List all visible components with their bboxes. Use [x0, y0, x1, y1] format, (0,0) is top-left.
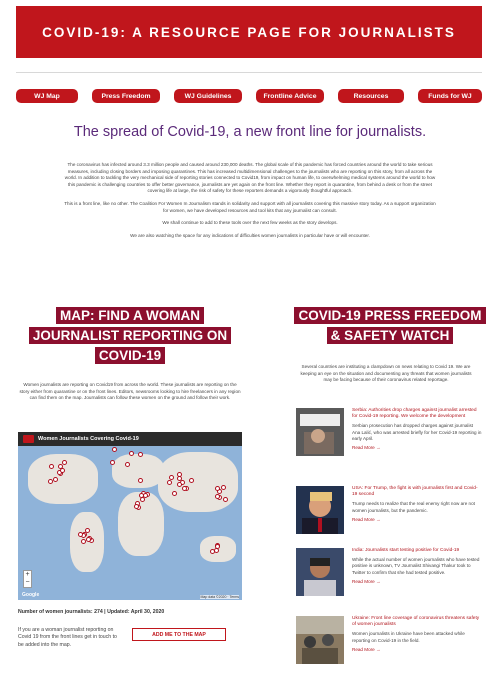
intro-paragraph: This is a front line, like no other. The Coalition For Women In Journalism stands in solidarity and support with all journalists covering this massive story today. As a support organization for women, we have developed resources and tool kits that any journalist can consult. [64, 200, 436, 213]
nav-bar [16, 89, 482, 103]
news-body: Trump needs to realize that the real enemy right now are not women journalists, but the pandemic. [352, 501, 475, 513]
read-more-link[interactable]: Read More → [352, 445, 381, 451]
read-more-link[interactable]: Read More → [352, 516, 381, 522]
journalist-count: Number of women journalists: 274 | Updated: April 30, 2020 [18, 609, 165, 615]
news-body: Serbian prosecution has dropped charges against journalist Ana Lalić, who was arrested briefly for her Covid-19 reporting in early April. [352, 423, 482, 441]
nav-frontline-advice-button[interactable]: Frontline Advice [256, 89, 324, 103]
nav-funds-button[interactable]: Funds for WJ [418, 89, 482, 103]
page-title: COVID-19: A RESOURCE PAGE FOR JOURNALISTS [42, 24, 456, 40]
map-pin-icon[interactable] [182, 486, 187, 491]
intro-text [64, 162, 436, 245]
map-pin-icon[interactable] [215, 544, 220, 549]
map-pin-icon[interactable] [49, 464, 54, 469]
land-europe [112, 454, 164, 488]
news-thumbnail [296, 616, 344, 664]
map-zoom-control[interactable]: + − [23, 570, 32, 588]
header-banner [16, 6, 482, 58]
news-thumbnail [296, 408, 344, 456]
map-pin-icon[interactable] [177, 482, 182, 487]
news-title[interactable]: Serbia: Authorities drop charges against journalist arrested for Covid-19 reporting. We welcome the development [352, 408, 477, 420]
map-title-bar [18, 432, 242, 446]
map-pin-icon[interactable] [138, 452, 143, 457]
map-pin-icon[interactable] [112, 447, 117, 452]
map-title: Women Journalists Covering Covid-19 [38, 436, 139, 442]
news-title[interactable]: India: Journalists start testing positive for Covid-19 [352, 548, 460, 553]
map-pin-icon[interactable] [53, 477, 58, 482]
map-pin-icon[interactable] [189, 478, 194, 483]
news-body: Women journalists in Ukraine have been attacked while reporting on Covid-19 in the field. [352, 631, 465, 643]
nav-wj-guidelines-button[interactable]: WJ Guidelines [174, 89, 242, 103]
map-title-line: MAP: FIND A WOMAN [56, 307, 204, 324]
journalist-map[interactable] [18, 432, 242, 600]
map-cta-text: If you are a woman journalist reporting on Covid 19 from the front lines get in touch to be added into the map. [18, 627, 117, 648]
intro-paragraph: The coronavirus has infected around 3.3 million people and caused around 230,000 deaths. The global scale of this pandemic has forced countries around the world to take serious measures, including closing borders and imposing quarantines. This has increased multidimensional challenges to the journalists who are reporting on this story, from all across the world. In addition to tackling the very mechanical side of reporting stories connected to Covid19, from impact on human life, to overwhelming medical systems around the world to how this pandemic is challenging countries to offer better governance, journalists are yet again on the front line. Whether they report in quarantine, from behind a desk or from the street covering life at large, the risk of safety for these reporters demands a vigorously thoughtful approach. [64, 162, 436, 194]
map-pin-icon[interactable] [223, 497, 228, 502]
news-title[interactable]: Ukraine: Front line coverage of coronavirus threatens safety of women journalists [352, 616, 480, 628]
map-title-line: COVID-19 [95, 347, 165, 364]
map-pin-icon[interactable] [215, 486, 220, 491]
press-description: Several countries are instituting a clampdown on news relating to Covid 19. We are keeping an eye on the situation and documenting any threats that women journalists may be facing because of their coronavirus related reportage. [300, 364, 472, 383]
map-credit: Map data ©2020 · Terms [200, 595, 239, 599]
map-description: Women journalists are reporting on Covid19 from across the world. These journalists are reporting on the story either from quarantine or on the front lines. Editors, newsrooms looking to hire freelancers in any region can find them on the map. Journalists can follow these women on the ground and follow their work. [19, 382, 241, 401]
news-title[interactable]: USA: For Trump, the fight is with journalists first and Covid-19 second [352, 486, 478, 498]
news-thumbnail [296, 486, 344, 534]
press-title-line: COVID-19 PRESS FREEDOM [294, 307, 485, 324]
map-pin-icon[interactable] [172, 491, 177, 496]
read-more-link[interactable]: Read More → [352, 646, 381, 652]
map-pin-icon[interactable] [177, 472, 182, 477]
add-me-to-map-button[interactable]: ADD ME TO THE MAP [132, 628, 226, 641]
map-logo-icon [23, 435, 34, 443]
read-more-link[interactable]: Read More → [352, 578, 381, 584]
nav-press-freedom-button[interactable]: Press Freedom [92, 89, 160, 103]
main-headline: The spread of Covid-19, a new front line for journalists. [73, 124, 427, 140]
intro-paragraph: We are also watching the space for any indications of difficulties women journalists in particular have or will encounter. [130, 232, 370, 238]
intro-paragraph: We shall continue to add to these tools over the next few weeks as the story develops. [162, 220, 338, 226]
nav-wj-map-button[interactable]: WJ Map [16, 89, 78, 103]
map-pin-icon[interactable] [125, 462, 130, 467]
map-title-line: JOURNALIST REPORTING ON [29, 327, 231, 344]
nav-resources-button[interactable]: Resources [338, 89, 404, 103]
map-pin-icon[interactable] [129, 451, 134, 456]
divider [16, 72, 482, 73]
map-pin-icon[interactable] [138, 478, 143, 483]
map-pin-icon[interactable] [215, 494, 220, 499]
press-title-line: & SAFETY WATCH [327, 327, 454, 344]
news-body: While the actual number of women journalists who have tested positive is unknown, TV Journalist Shivangi Thakur took to Twitter to confirm that she had tested positive. [352, 557, 480, 575]
map-section-title [18, 306, 242, 366]
land-south-america [70, 512, 104, 572]
press-section-title [292, 306, 488, 346]
map-pin-icon[interactable] [58, 464, 63, 469]
google-logo: Google [22, 592, 40, 598]
news-thumbnail [296, 548, 344, 596]
